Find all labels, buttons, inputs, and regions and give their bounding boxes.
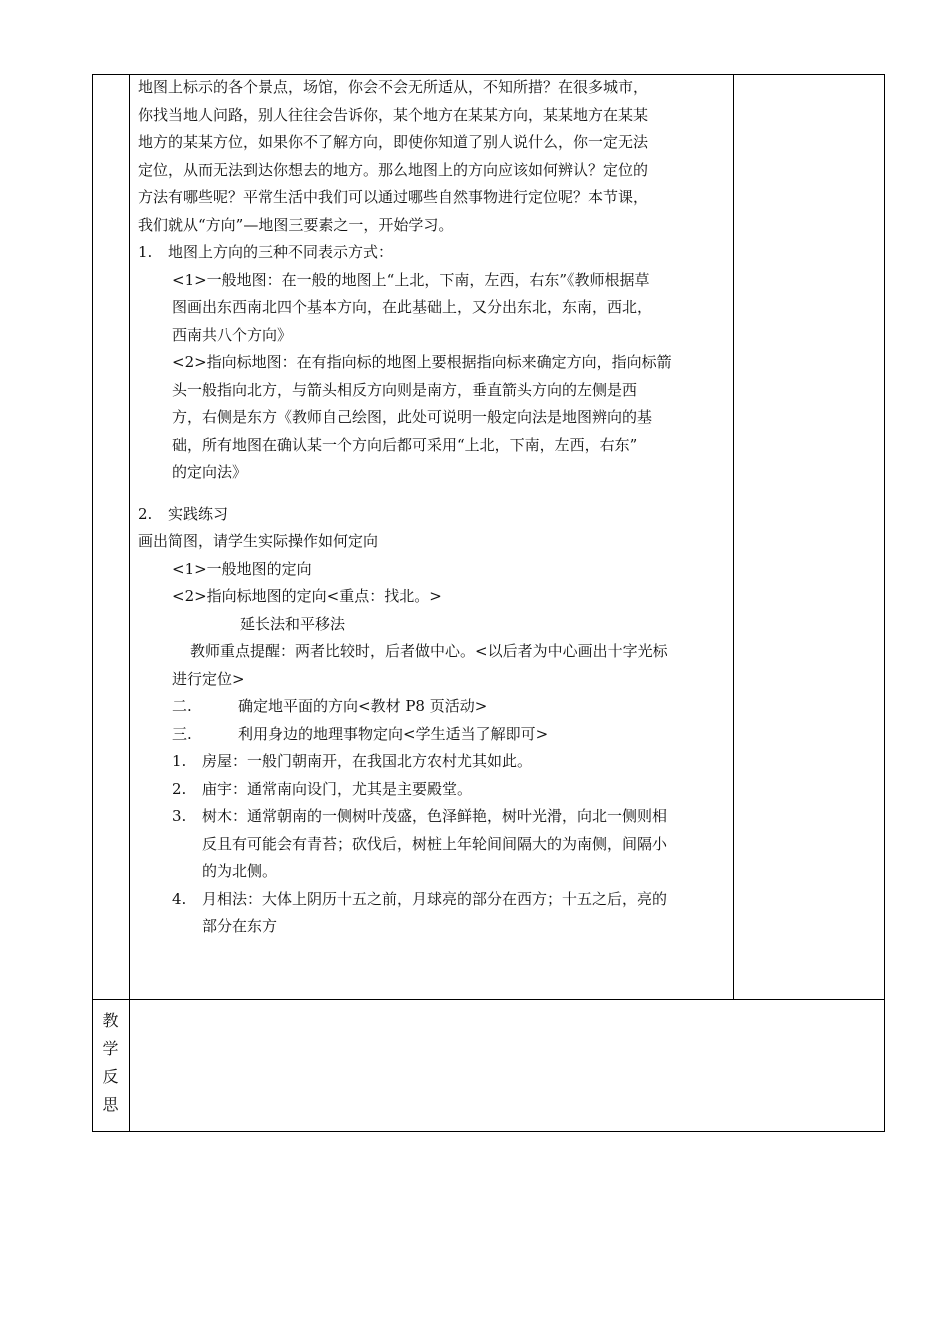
section2-method: 延长法和平移法: [240, 614, 346, 633]
section1-title: 地图上方向的三种不同表示方式：: [168, 243, 394, 261]
list-item: 3. 树木：通常朝南的一侧树叶茂盛，色泽鲜艳，树叶光滑，向北一侧则相: [172, 807, 668, 825]
section2-number: 2.: [138, 504, 153, 523]
reflection-char: 教: [102, 1011, 119, 1030]
section1-item2: 方，右侧是东方《教师自己绘图，此处可说明一般定向法是地图辨向的基: [172, 408, 653, 426]
list-item: 1. 房屋：一般门朝南开，在我国北方农村尤其如此。: [172, 752, 533, 770]
list-item: 2. 庙宇：通常南向设门，尤其是主要殿堂。: [172, 779, 473, 798]
reflection-char: 学: [102, 1039, 119, 1058]
intro-line: 地图上标示的各个景点，场馆，你会不会无所适从，不知所措？在很多城市，: [138, 78, 649, 96]
row-divider: [92, 999, 885, 1000]
column-divider-right: [733, 74, 734, 1000]
section1-item2: 础，所有地图在确认某一个方向后都可采用“上北，下南，左西，右东”: [172, 435, 638, 454]
section2-tip: 教师重点提醒：两者比较时，后者做中心。<以后者为中心画出十字光标: [190, 642, 668, 660]
section1-item2: 的定向法》: [172, 463, 248, 481]
part2-text: 确定地平面的方向<教材 P8 页活动>: [238, 697, 488, 715]
section2-item1: <1>一般地图的定向: [172, 559, 312, 578]
section1-item2: <2>指向标地图：在有指向标的地图上要根据指向标来确定方向，指向标箭: [172, 353, 672, 371]
intro-line: 我们就从“方向”—地图三要素之一，开始学习。: [138, 215, 454, 234]
part2-number: 二.: [172, 697, 192, 715]
part3-number: 三.: [172, 724, 192, 743]
intro-line: 定位，从而无法到达你想去的地方。那么地图上的方向应该如何辨认？定位的: [138, 160, 649, 179]
reflection-char: 反: [102, 1067, 119, 1086]
intro-line: 地方的某某方位，如果你不了解方向，即使你知道了别人说什么，你一定无法: [138, 133, 649, 151]
part3-text: 利用身边的地理事物定向<学生适当了解即可>: [238, 724, 549, 743]
section1-item1: 西南共八个方向》: [172, 325, 293, 344]
intro-line: 你找当地人问路，别人往往会告诉你，某个地方在某某方向，某某地方在某某: [138, 105, 649, 124]
section1-heading: [138, 239, 730, 267]
list-item-continued: 部分在东方: [202, 917, 278, 935]
section1-item1: 图画出东西南北四个基本方向，在此基础上，又分出东北，东南，西北，: [172, 298, 653, 316]
section2-title: 实践练习: [168, 504, 229, 523]
section2-tip: 进行定位>: [172, 669, 245, 688]
section1-number: 1.: [138, 243, 153, 261]
section2-heading: [138, 501, 730, 529]
list-item: 4. 月相法：大体上阴历十五之前，月球亮的部分在西方；十五之后，亮的: [172, 889, 668, 908]
intro-line: 方法有哪些呢？平常生活中我们可以通过哪些自然事物进行定位呢？本节课，: [138, 188, 649, 206]
list-item-continued: 反且有可能会有青苔；砍伐后，树桩上年轮间间隔大的为南侧，间隔小: [202, 834, 668, 853]
reflection-char: 思: [102, 1095, 119, 1114]
part3-heading: [138, 721, 730, 749]
section1-item1: <1>一般地图：在一般的地图上“上北，下南，左西，右东”《教师根据草: [172, 270, 650, 289]
reflection-label: [92, 1000, 129, 1132]
column-divider-left: [129, 74, 130, 1132]
lesson-content: [138, 74, 730, 941]
section2-item2: <2>指向标地图的定向<重点：找北。>: [172, 587, 442, 605]
part2-heading: [138, 693, 730, 721]
section1-item2: 头一般指向北方，与箭头相反方向则是南方，垂直箭头方向的左侧是西: [172, 380, 638, 399]
section2-line: 画出简图，请学生实际操作如何定向: [138, 532, 379, 550]
list-item-continued: 的为北侧。: [202, 862, 278, 880]
